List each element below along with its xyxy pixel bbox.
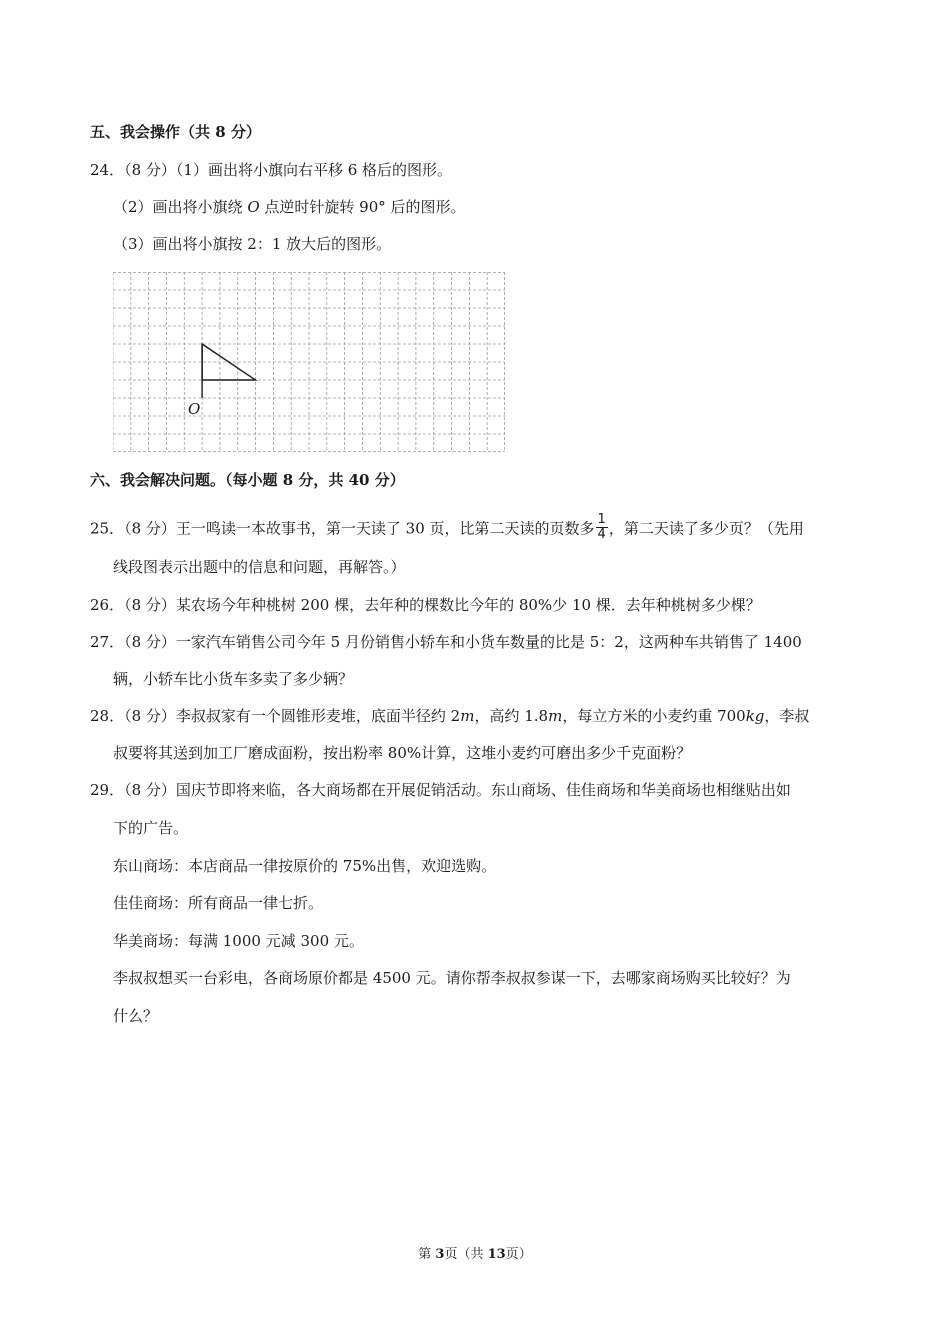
q28-line1 [90, 706, 809, 726]
grid-lines [113, 272, 505, 452]
q24-part2 [113, 197, 466, 217]
q28-text-b: ，高约 1.8 [474, 707, 549, 725]
flag-shape [202, 344, 255, 398]
square-grid [113, 272, 505, 452]
q24-part2-suffix: 点逆时针旋转 90° 后的图形。 [259, 198, 466, 216]
q24-part2-prefix: （2）画出将小旗绕 [113, 198, 248, 216]
q24-part3: （3）画出将小旗按 2：1 放大后的图形。 [113, 235, 392, 253]
page-footer [0, 1246, 950, 1264]
q28-text-c: ，每立方米的小麦约重 700 [562, 707, 746, 725]
q29-ad-jiajia: 佳佳商场：所有商品一律七折。 [113, 894, 324, 912]
grid-svg [113, 272, 505, 452]
q29-ad-huamei: 华美商场：每满 1000 元减 300 元。 [113, 932, 364, 950]
fraction-one-quarter [596, 513, 608, 542]
q29-line2: 下的广告。 [113, 819, 189, 837]
q28-unit-m: m [460, 707, 475, 725]
q29-ad-dongshan: 东山商场：本店商品一律按原价的 75%出售，欢迎选购。 [113, 857, 497, 875]
fraction-denominator: 4 [597, 527, 606, 542]
q28-text-d: ，李叔 [764, 707, 810, 725]
point-o-label: O [188, 400, 201, 418]
footer-total-pages: 13 [487, 1247, 506, 1262]
footer-page-number: 3 [435, 1247, 445, 1262]
q28-line2: 叔要将其送到加工厂磨成面粉，按出粉率 80%计算，这堆小麦约可磨出多少千克面粉？ [113, 744, 692, 762]
q25-line1-suffix: ，第二天读了多少页？（先用 [608, 519, 804, 538]
section-5-heading: 五、我会操作（共 8 分） [90, 123, 261, 141]
q28-unit-kg: kg [745, 707, 765, 725]
q25-line1-prefix: 25．（8 分）王一鸣读一本故事书，第一天读了 30 页，比第二天读的页数多 [90, 519, 595, 538]
q25-line1 [90, 512, 804, 544]
q27-line1: 27．（8 分）一家汽车销售公司今年 5 月份销售小轿车和小货车数量的比是 5：2，这两种车共销售了 1400 [90, 633, 802, 651]
q24-point-o: O [247, 198, 260, 216]
footer-prefix: 第 [418, 1247, 436, 1262]
q29-line3: 李叔叔想买一台彩电，各商场原价都是 4500 元。请你帮李叔叔参谋一下，去哪家商场购买比较好？为 [113, 969, 791, 987]
q28-text-a: 28．（8 分）李叔叔家有一个圆锥形麦堆，底面半径约 2 [90, 707, 461, 725]
footer-suffix: 页） [505, 1247, 532, 1262]
footer-mid: 页（共 [444, 1247, 488, 1262]
q29-line1: 29．（8 分）国庆节即将来临，各大商场都在开展促销活动。东山商场、佳佳商场和华美商场也相继贴出如 [90, 781, 791, 799]
section-6-heading: 六、我会解决问题。（每小题 8 分，共 40 分） [90, 471, 405, 489]
q25-line2: 线段图表示出题中的信息和问题，再解答。） [113, 558, 406, 576]
fraction-numerator: 1 [597, 512, 606, 527]
q27-line2: 辆，小轿车比小货车多卖了多少辆？ [113, 670, 354, 688]
q29-line4: 什么？ [113, 1007, 159, 1025]
q24-stem: 24．（8 分）（1）画出将小旗向右平移 6 格后的图形。 [90, 161, 453, 179]
q28-unit-m: m [548, 707, 563, 725]
q26-line1: 26．（8 分）某农场今年种桃树 200 棵，去年种的棵数比今年的 80%少 10 棵．去年种桃树多少棵？ [90, 596, 761, 614]
